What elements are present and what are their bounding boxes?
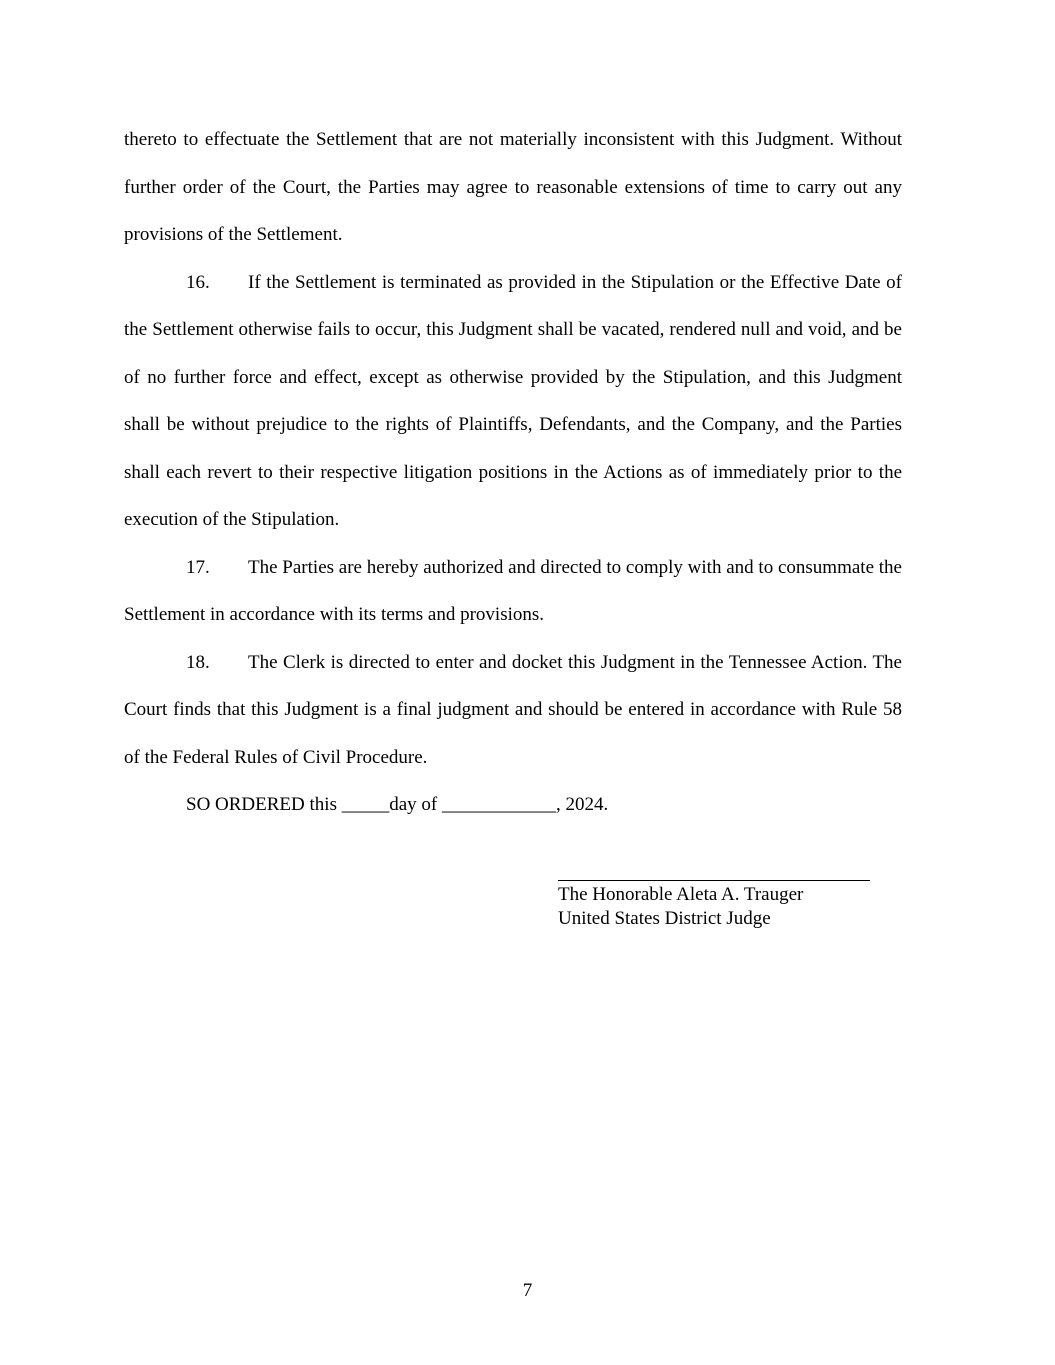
paragraph-number: 17. bbox=[186, 556, 210, 578]
judge-title: United States District Judge bbox=[558, 908, 771, 929]
paragraph-18 bbox=[124, 639, 902, 782]
paragraph-text: The Parties are hereby authorized and directed to comply with and to consummate the Settlement in accordance with its terms and provisions. bbox=[124, 556, 902, 625]
signature-block bbox=[558, 860, 870, 931]
paragraph-16 bbox=[124, 259, 902, 544]
judge-name: The Honorable Aleta A. Trauger bbox=[558, 884, 804, 905]
document-body bbox=[124, 116, 902, 829]
paragraph-text: If the Settlement is terminated as provided in the Stipulation or the Effective Date of the Settlement otherwise fails to occur, this Judgment shall be vacated, rendered null and void, and be of no further force and effect, except as otherwise provided by the Stipulation, and this Judgment shall be without prejudice to the rights of Plaintiffs, Defendants, and the Company, and the Parties shall each revert to their respective litigation positions in the Actions as of immediately prior to the execution of the Stipulation. bbox=[124, 271, 902, 530]
paragraph-text: The Clerk is directed to enter and docket this Judgment in the Tennessee Action. The Court finds that this Judgment is a final judgment and should be entered in accordance with Rule 58 of the Federal Rules of Civil Procedure. bbox=[124, 651, 902, 768]
signature-line bbox=[558, 860, 870, 881]
paragraph-text: thereto to effectuate the Settlement that are not materially inconsistent with this Judgment. Without further order of the Court, the Parties may agree to reasonable extensions of time to carry out any provisions of the Settlement. bbox=[124, 129, 902, 245]
page-number: 7 bbox=[522, 1280, 533, 1301]
paragraph-number: 18. bbox=[186, 651, 210, 673]
paragraph-continuation bbox=[124, 116, 902, 259]
paragraph-number: 16. bbox=[186, 271, 210, 293]
so-ordered-line: SO ORDERED this _____day of ____________, 2024. bbox=[186, 794, 609, 815]
paragraph-17 bbox=[124, 544, 902, 639]
